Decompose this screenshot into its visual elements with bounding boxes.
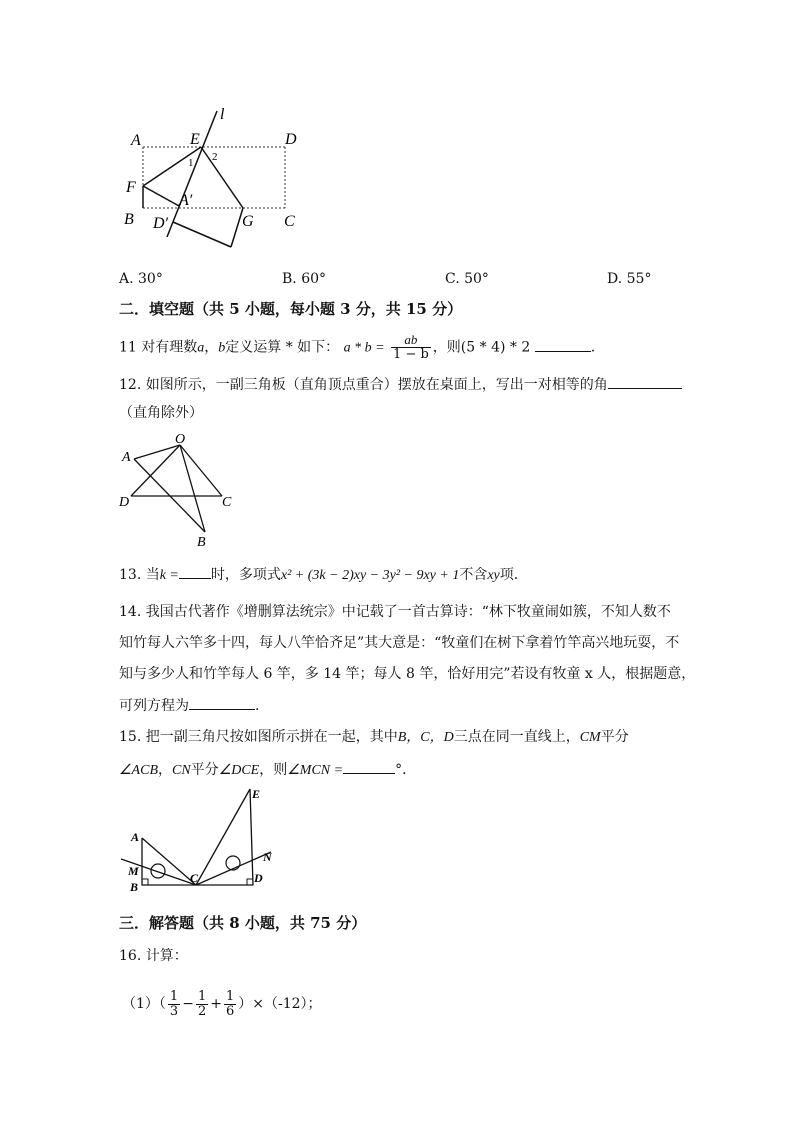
q13-end: 项． xyxy=(499,567,528,583)
q11-var-a: a xyxy=(197,340,205,356)
label-B: B xyxy=(197,535,206,550)
q13-prefix: 13. 当 xyxy=(119,567,160,583)
section-2-heading: 二．填空题（共 5 小题，每小题 3 分，共 15 分） xyxy=(119,300,463,318)
q13-xy: xy xyxy=(487,568,500,583)
label-D: D xyxy=(285,131,297,148)
q15-dce: ∠DCE xyxy=(218,763,260,778)
q14-line4-text: 可列方程为 xyxy=(119,698,189,714)
right-angle-B xyxy=(142,879,148,885)
label-A: A xyxy=(131,830,140,844)
q14-line1: 14. 我国古代著作《增删算法统宗》中记载了一首古算诗：“林下牧童闹如簇，不知人数不 xyxy=(119,604,671,620)
label-M: M xyxy=(128,864,139,878)
q11-number: 11 xyxy=(119,339,137,356)
q16-part-label: （1）（ xyxy=(122,996,166,1012)
protractor-hole-right xyxy=(226,856,240,870)
q12-text: 12. 如图所示，一副三角板（直角顶点重合）摆放在桌面上，写出一对相等的角 xyxy=(119,377,608,393)
q16-frac-2-num: 1 xyxy=(197,988,207,1004)
q15-line1c: 平分 xyxy=(600,729,629,745)
q15-line1 xyxy=(119,727,629,748)
q10-option-a: A. 30° xyxy=(119,271,163,287)
label-N: N xyxy=(263,850,272,864)
q16-frac-3-num: 1 xyxy=(225,988,235,1004)
q12-line1 xyxy=(119,374,682,395)
q15-acb: ∠ACB xyxy=(119,763,158,778)
q12-note: （直角除外） xyxy=(119,405,203,421)
q14-line4 xyxy=(119,695,259,716)
q15-line2b: 平分 xyxy=(190,762,219,778)
q16-tail: ）×（-12）； xyxy=(238,996,322,1012)
label-O: O xyxy=(175,432,186,447)
q11-expr: (5 * 4) * 2 xyxy=(460,339,531,356)
label-B: B xyxy=(130,880,139,894)
label-G: G xyxy=(242,213,254,230)
label-C: C xyxy=(284,213,295,230)
q12-answer-blank[interactable] xyxy=(608,374,682,389)
label-E: E xyxy=(190,131,200,148)
q15-comma: ， xyxy=(158,762,172,778)
label-B: B xyxy=(124,211,134,228)
q16-plus: + xyxy=(210,996,222,1012)
q15-cn: CN xyxy=(172,763,191,778)
label-A: A xyxy=(131,132,141,149)
segment-EC xyxy=(196,789,250,885)
q13-poly: x² + (3k − 2)xy − 3y² − 9xy + 1 xyxy=(280,568,460,583)
segment-OC xyxy=(180,445,222,496)
q11-fraction xyxy=(391,333,431,362)
line-l xyxy=(167,111,217,237)
q12-figure xyxy=(112,428,242,550)
q15-line1b: 三点在同一直线上， xyxy=(453,729,580,745)
q14-end: . xyxy=(255,698,260,714)
q15-line2 xyxy=(119,759,416,781)
q11-var-b: b xyxy=(218,340,226,356)
q11-comma: ， xyxy=(204,339,219,356)
q13-suffix: 不含 xyxy=(459,567,488,583)
q16-frac-1 xyxy=(168,990,180,1019)
q15-line1a: 15. 把一副三角尺按如图所示拼在一起，其中 xyxy=(119,729,398,745)
q10-option-b: B. 60° xyxy=(282,271,327,287)
q14-line3: 知与多少人和竹竿每人 6 竿，多 14 竿；每人 8 竿，恰好用完”若设有牧童 x 人，根据题意， xyxy=(119,666,696,682)
section-3-heading: 三．解答题（共 8 小题，共 75 分） xyxy=(119,914,367,932)
label-A-prime: A′ xyxy=(179,192,193,209)
segment-FA-prime xyxy=(143,186,179,206)
q16-frac-2 xyxy=(196,990,208,1019)
q16-frac-3 xyxy=(224,990,236,1019)
q11-lhs: a * b = xyxy=(343,340,385,356)
q10-option-d: D. 55° xyxy=(607,271,652,287)
label-D: D xyxy=(119,495,130,510)
q14-answer-blank[interactable] xyxy=(189,695,255,710)
q13-mid: 时，多项式 xyxy=(210,567,281,583)
q11-end: . xyxy=(590,339,596,356)
label-C: C xyxy=(222,495,232,510)
label-l: l xyxy=(220,106,225,123)
q15-line2c: ，则 xyxy=(259,762,288,778)
q13-k: k = xyxy=(159,568,179,583)
q16-frac-1-num: 1 xyxy=(169,988,179,1004)
q15-cm: CM xyxy=(579,730,601,745)
q11-prefix: 对有理数 xyxy=(141,339,198,356)
q15-answer-blank[interactable] xyxy=(343,759,395,774)
q10-figure xyxy=(110,100,330,260)
segment-D-prime-C xyxy=(173,222,231,247)
label-C: C xyxy=(190,871,199,885)
q11-answer-blank[interactable] xyxy=(535,337,591,352)
q13 xyxy=(119,564,528,586)
protractor-hole-left xyxy=(151,864,165,878)
q15-figure xyxy=(112,782,282,894)
right-angle-D xyxy=(247,879,253,885)
q11 xyxy=(119,333,595,362)
segment-AC xyxy=(142,838,196,885)
q11-mid: 定义运算 * 如下： xyxy=(225,339,340,356)
q10-option-c: C. 50° xyxy=(445,271,489,287)
label-D-prime: D′ xyxy=(153,215,169,232)
label-E: E xyxy=(252,787,261,801)
q14-line2: 知竹每人六竿多十四，每人八竿恰齐足”其大意是：“牧童们在树下拿着竹竿高兴地玩耍，不 xyxy=(119,635,680,651)
q16-frac-3-den: 6 xyxy=(225,1003,235,1019)
q11-frac-num: ab xyxy=(391,333,431,348)
q16-frac-1-den: 3 xyxy=(169,1003,179,1019)
q15-mcn: ∠MCN = xyxy=(287,763,344,778)
label-F: F xyxy=(126,179,136,196)
label-D: D xyxy=(254,871,263,885)
q13-answer-blank[interactable] xyxy=(179,564,211,579)
q15-points: B，C，D xyxy=(397,730,454,745)
q11-frac-den: 1 − b xyxy=(393,347,429,362)
q16-minus: − xyxy=(182,996,194,1012)
label-A: A xyxy=(122,450,131,465)
segment-EG xyxy=(201,147,243,208)
q11-then: ，则 xyxy=(432,339,461,356)
label-2: 2 xyxy=(212,151,218,163)
label-1: 1 xyxy=(188,157,194,169)
q16-title: 16. 计算： xyxy=(119,948,188,964)
q15-end: °． xyxy=(395,762,417,778)
segment-ED xyxy=(250,789,253,885)
q16-part1 xyxy=(122,986,322,1022)
q16-frac-2-den: 2 xyxy=(197,1003,207,1019)
